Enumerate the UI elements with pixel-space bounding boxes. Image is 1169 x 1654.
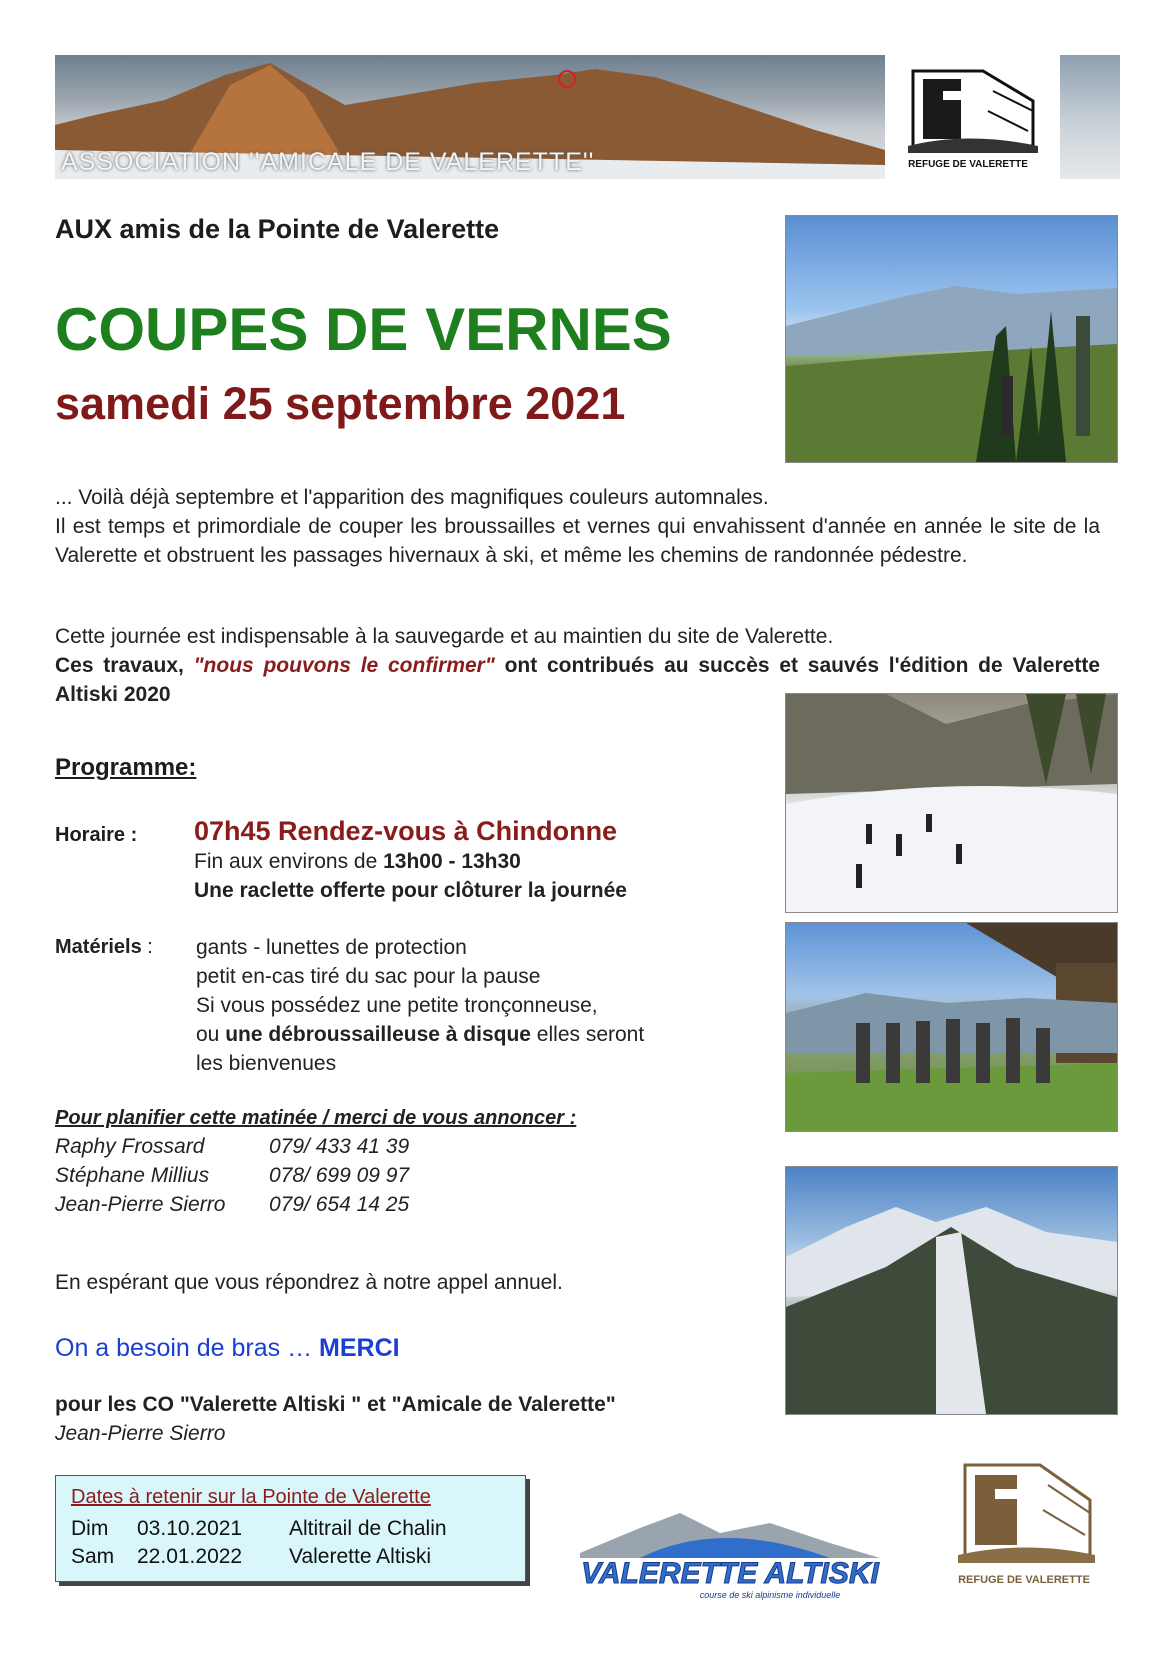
photo-ski-touring-snow (785, 693, 1118, 913)
materiel-colon: : (141, 936, 153, 958)
photo-snowy-peak (785, 1166, 1118, 1415)
date-row (71, 1545, 431, 1569)
contact-name: Stéphane Millius (55, 1164, 210, 1187)
horaire-label: Horaire : (55, 824, 138, 846)
contact-name: Jean-Pierre Sierro (55, 1193, 226, 1216)
refuge-logo-bottom (940, 1455, 1100, 1595)
banner-caption: ASSOCIATION ''AMICALE DE VALERETTE'' (61, 148, 595, 176)
refuge-logo-text: REFUGE DE VALERETTE (908, 159, 1028, 170)
thanks-line (55, 1334, 400, 1363)
contact-phone[interactable]: 078/ 699 09 97 (269, 1164, 410, 1187)
date-value: 03.10.2021 (137, 1517, 243, 1540)
closing-text: En espérant que vous répondrez à notre appel annuel. (55, 1271, 563, 1294)
materiel-item-4 (196, 1023, 644, 1047)
banner-right-photo (1060, 55, 1120, 179)
event-title: COUPES DE VERNES (55, 296, 672, 363)
signoff: pour les CO "Valerette Altiski " et "Amicale de Valerette" (55, 1393, 616, 1416)
materiel-item-1: gants - lunettes de protection (196, 936, 467, 959)
contact-heading (55, 1107, 576, 1130)
photo-group-chalet (785, 922, 1118, 1132)
materiel-item-4-suffix: elles seront (530, 1023, 645, 1046)
date-event: Altitrail de Chalin (289, 1517, 447, 1540)
date-day: Dim (71, 1517, 109, 1540)
horaire-end (194, 850, 521, 874)
date-row (71, 1517, 447, 1541)
dates-title: Dates à retenir sur la Pointe de Valerette (71, 1486, 431, 1508)
refuge-logo-bottom-text: REFUGE DE VALERETTE (958, 1574, 1090, 1586)
intro-line-1: ... Voilà déjà septembre et l'apparition des magnifiques couleurs automnales. (55, 486, 769, 509)
materiel-item-4-bold: une débroussailleuse à disque (225, 1023, 531, 1046)
materiel-item-5: les bienvenues (196, 1052, 337, 1075)
intro-line-2: Il est temps et primordiale de couper les broussailles et vernes qui envahissent d'année en année le site de la Valerette et obstruent les passages hivernaux à ski, et même les chemins de randonnée pédestre. (55, 515, 1100, 567)
contact-phone[interactable]: 079/ 433 41 39 (269, 1135, 410, 1158)
dates-box (55, 1475, 526, 1582)
horaire-end-time: 13h00 - 13h30 (383, 850, 521, 873)
intro-paragraph (55, 483, 1100, 570)
purpose-line-1: Cette journée est indispensable à la sauvegarde et au maintien du site de Valerette. (55, 625, 834, 648)
materiel-label-text: Matériels (55, 936, 142, 958)
materiel-item-3: Si vous possédez une petite tronçonneuse, (196, 994, 598, 1017)
horaire-end-prefix: Fin aux environs de (194, 850, 384, 873)
purpose-quote: "nous pouvons le confirmer" (193, 654, 495, 677)
greeting-heading: AUX amis de la Pointe de Valerette (55, 214, 500, 244)
event-date: samedi 25 septembre 2021 (55, 378, 626, 429)
date-event: Valerette Altiski (289, 1545, 432, 1568)
valerette-altiski-logo (570, 1498, 890, 1606)
horaire-raclette: Une raclette offerte pour clôturer la journée (194, 879, 627, 902)
thanks-text: On a besoin de bras … (55, 1334, 320, 1362)
programme-heading: Programme: (55, 754, 197, 781)
altiski-logo-name: VALERETTE ALTISKI (581, 1557, 879, 1590)
date-value: 22.01.2022 (137, 1545, 243, 1568)
materiel-item-2: petit en-cas tiré du sac pour la pause (196, 965, 541, 988)
photo-hikers-valley (785, 215, 1118, 463)
contact-row (55, 1164, 409, 1188)
signature: Jean-Pierre Sierro (55, 1422, 226, 1445)
contact-phone[interactable]: 079/ 654 14 25 (269, 1193, 410, 1216)
materiel-item-4-prefix: ou (196, 1023, 226, 1046)
materiel-label (55, 936, 153, 959)
purpose-bold-start: Ces travaux, (55, 654, 194, 677)
contact-heading-text: Pour planifier cette matinée / merci de vous annoncer (55, 1107, 570, 1129)
contact-row (55, 1135, 409, 1159)
altiski-logo-tagline: course de ski alpinisme individuelle (699, 1590, 841, 1600)
horaire-main: 07h45 Rendez-vous à Chindonne (194, 816, 618, 846)
header-banner (55, 55, 1120, 179)
purpose-bold-end: ont contribués au succès et sauvés l'édition de Valerette Altiski 2020 (55, 654, 1100, 706)
contact-heading-colon: : (569, 1107, 577, 1129)
date-day: Sam (71, 1545, 115, 1568)
banner-mountain-photo (55, 55, 885, 179)
contact-row (55, 1193, 409, 1217)
thanks-bold: MERCI (319, 1334, 400, 1362)
refuge-logo (893, 61, 1043, 175)
contact-name: Raphy Frossard (55, 1135, 205, 1158)
